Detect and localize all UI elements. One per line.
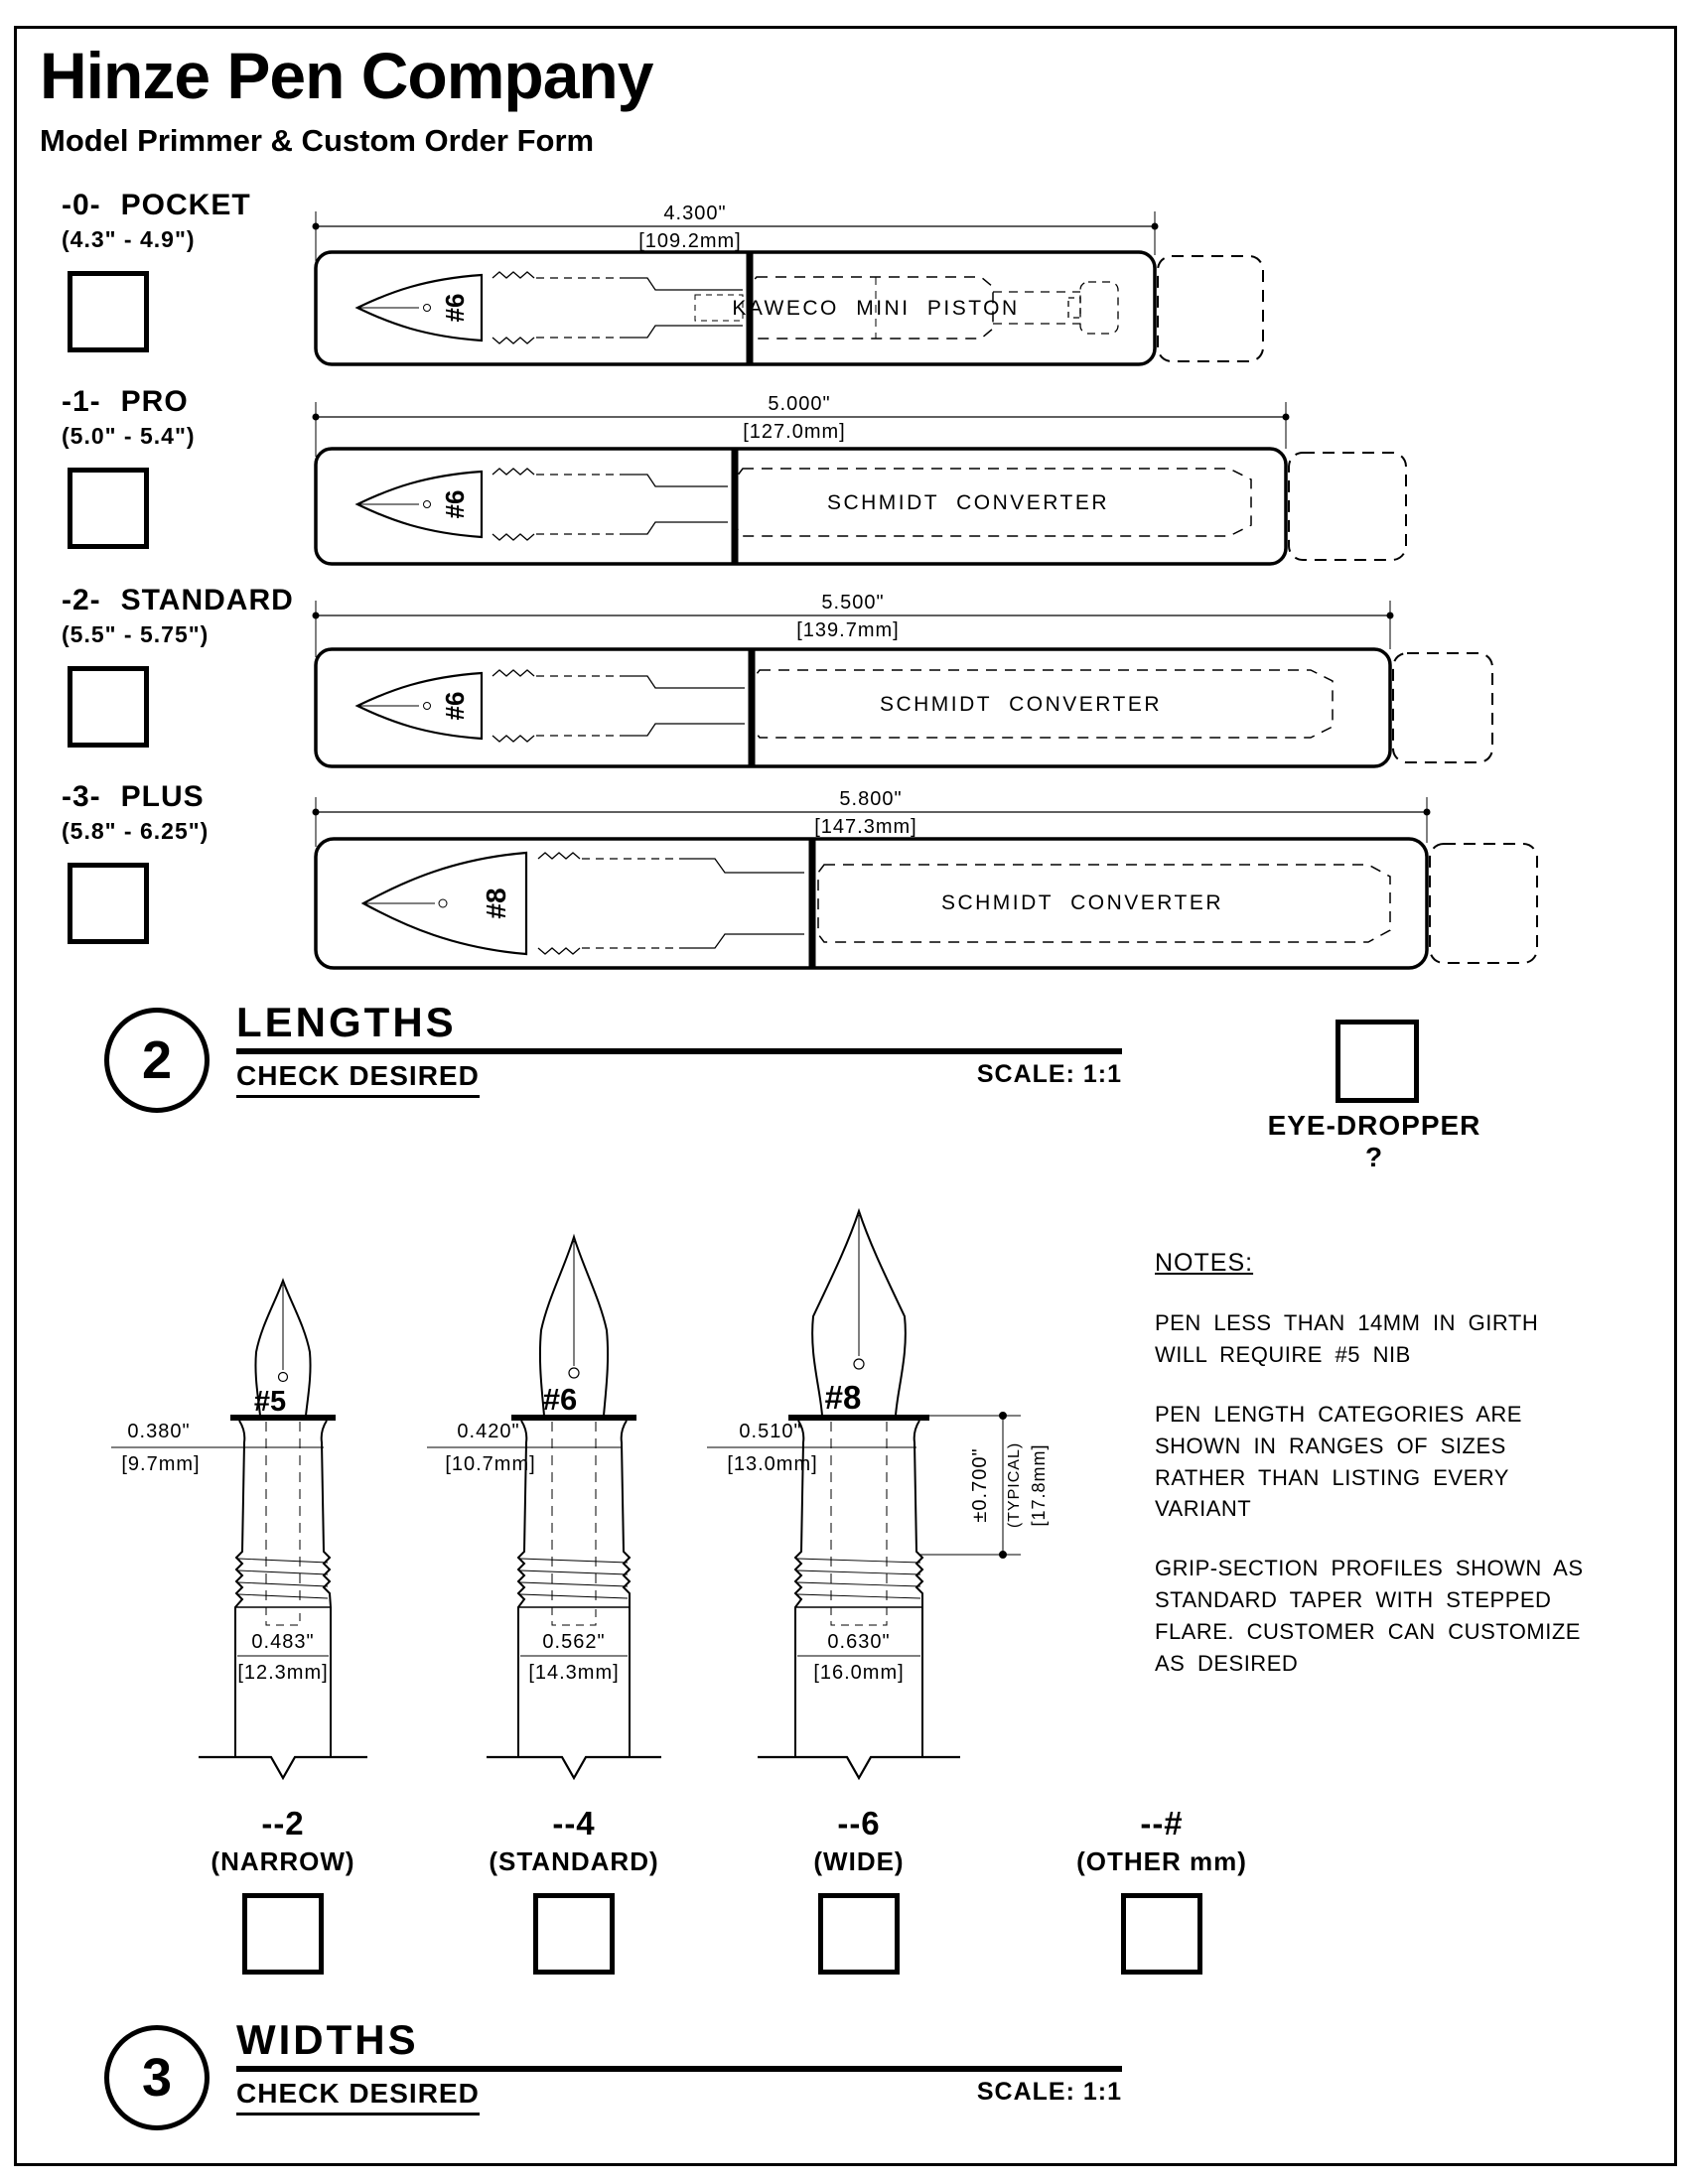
width-option-standard-code: --4 bbox=[552, 1805, 596, 1842]
nib5-bottom-in: 0.483" bbox=[251, 1631, 315, 1653]
pro-nib-size: #6 bbox=[440, 489, 470, 519]
note-item: PEN LENGTH CATEGORIES ARE SHOWN IN RANGES OF SIZES RATHER THAN LISTING EVERY VARIANT bbox=[1155, 1401, 1522, 1522]
pocket-mechanism-label: KAWECO MINI PISTON bbox=[732, 297, 1020, 320]
width-option-wide-name: (WIDE) bbox=[813, 1846, 905, 1876]
length-option-plus bbox=[62, 780, 209, 944]
pro-length-mm: [127.0mm] bbox=[743, 421, 846, 443]
length-option-pocket bbox=[62, 189, 251, 352]
pocket-length-in: 4.300" bbox=[663, 203, 727, 224]
nib6-top-mm: [10.7mm] bbox=[445, 1453, 536, 1475]
nib8-section-length-note: (TYPICAL) bbox=[1006, 1441, 1023, 1529]
pocket-length-mm: [109.2mm] bbox=[638, 230, 742, 252]
section-2-check-desired: CHECK DESIRED bbox=[236, 1060, 480, 1098]
length-option-plus-range: (5.8" - 6.25") bbox=[62, 818, 210, 844]
nib5-top-in: 0.380" bbox=[127, 1421, 191, 1442]
checkbox-eyedropper[interactable] bbox=[1336, 1020, 1419, 1103]
width-option-wide-code: --6 bbox=[837, 1805, 881, 1842]
section-3-check-desired: CHECK DESIRED bbox=[236, 2078, 480, 2116]
section-3-rule bbox=[236, 2066, 1122, 2072]
length-option-plus-label: -3- PLUS bbox=[62, 780, 205, 813]
length-option-pocket-range: (4.3" - 4.9") bbox=[62, 226, 196, 252]
width-option-other bbox=[1043, 1805, 1281, 1975]
length-option-standard bbox=[62, 584, 294, 748]
section-3-title: WIDTHS bbox=[236, 2016, 419, 2063]
section-2-rule bbox=[236, 1048, 1122, 1054]
pro-length-in: 5.000" bbox=[768, 393, 831, 415]
section-2-title: LENGTHS bbox=[236, 999, 457, 1045]
nib6-bottom-in: 0.562" bbox=[542, 1631, 606, 1653]
nib8-section-length-mm: [17.8mm] bbox=[1029, 1443, 1049, 1527]
plus-length-in: 5.800" bbox=[839, 788, 903, 810]
notes-block bbox=[1155, 1249, 1602, 1707]
plus-nib-size: #8 bbox=[481, 887, 511, 919]
pen-drawing-pocket bbox=[298, 184, 1291, 387]
width-option-other-code: --# bbox=[1140, 1805, 1184, 1842]
nib8-bottom-in: 0.630" bbox=[827, 1631, 891, 1653]
length-option-standard-label: -2- STANDARD bbox=[62, 584, 294, 616]
standard-nib-size: #6 bbox=[440, 691, 470, 721]
section-2-number: 2 bbox=[104, 1008, 210, 1113]
nib8-label: #8 bbox=[824, 1379, 862, 1416]
nib6-label: #6 bbox=[542, 1382, 578, 1417]
plus-mechanism-label: SCHMIDT CONVERTER bbox=[940, 891, 1224, 914]
company-title: Hinze Pen Company bbox=[40, 39, 653, 112]
note-item: GRIP-SECTION PROFILES SHOWN AS STANDARD TAPER WITH STEPPED FLARE. CUSTOMER CAN CUSTOMIZE AS DESIRED bbox=[1155, 1556, 1584, 1677]
checkbox-length-pro[interactable] bbox=[68, 468, 149, 549]
section-3-number: 3 bbox=[104, 2025, 210, 2130]
length-option-pro-label: -1- PRO bbox=[62, 385, 189, 418]
length-option-pocket-label: -0- POCKET bbox=[62, 189, 251, 221]
standard-mechanism-label: SCHMIDT CONVERTER bbox=[879, 693, 1163, 716]
width-option-narrow-name: (NARROW) bbox=[211, 1846, 355, 1876]
pocket-nib-size: #6 bbox=[440, 293, 470, 323]
nib5-bottom-mm: [12.3mm] bbox=[237, 1662, 329, 1684]
nib8-top-mm: [13.0mm] bbox=[727, 1453, 818, 1475]
checkbox-length-pocket[interactable] bbox=[68, 271, 149, 352]
checkbox-width-narrow[interactable] bbox=[242, 1893, 324, 1975]
pen-drawing-pro bbox=[298, 377, 1440, 576]
nib-width-drawings bbox=[99, 1181, 1092, 1802]
eyedropper-label: EYE-DROPPER ? bbox=[1267, 1110, 1481, 1172]
section-3-scale: SCALE: 1:1 bbox=[976, 2078, 1122, 2106]
width-option-standard bbox=[455, 1805, 693, 1975]
pen-drawing-standard bbox=[298, 576, 1539, 779]
pen-drawing-plus bbox=[298, 769, 1589, 983]
nib6-bottom-mm: [14.3mm] bbox=[528, 1662, 620, 1684]
plus-length-mm: [147.3mm] bbox=[814, 816, 917, 838]
nib8-section-length-in: ±0.700" bbox=[969, 1447, 991, 1523]
notes-title: NOTES: bbox=[1155, 1249, 1254, 1277]
nib8-bottom-mm: [16.0mm] bbox=[813, 1662, 905, 1684]
checkbox-length-standard[interactable] bbox=[68, 666, 149, 748]
standard-length-in: 5.500" bbox=[821, 592, 885, 614]
nib5-drawing bbox=[111, 1281, 367, 1778]
nib6-top-in: 0.420" bbox=[457, 1421, 520, 1442]
section-2-scale: SCALE: 1:1 bbox=[976, 1060, 1122, 1088]
length-option-pro-range: (5.0" - 5.4") bbox=[62, 423, 196, 449]
width-option-other-name: (OTHER mm) bbox=[1076, 1846, 1247, 1876]
checkbox-length-plus[interactable] bbox=[68, 863, 149, 944]
width-option-narrow bbox=[164, 1805, 402, 1975]
width-option-wide bbox=[740, 1805, 978, 1975]
nib8-top-in: 0.510" bbox=[739, 1421, 802, 1442]
standard-length-mm: [139.7mm] bbox=[796, 619, 900, 641]
width-option-narrow-code: --2 bbox=[261, 1805, 305, 1842]
length-option-pro bbox=[62, 385, 196, 549]
note-item: PEN LESS THAN 14MM IN GIRTH WILL REQUIRE #5 NIB bbox=[1155, 1310, 1539, 1367]
pro-mechanism-label: SCHMIDT CONVERTER bbox=[826, 491, 1110, 514]
width-option-standard-name: (STANDARD) bbox=[489, 1846, 659, 1876]
checkbox-width-other[interactable] bbox=[1121, 1893, 1202, 1975]
nib5-top-mm: [9.7mm] bbox=[121, 1453, 201, 1475]
form-subtitle: Model Primmer & Custom Order Form bbox=[40, 123, 595, 158]
checkbox-width-standard[interactable] bbox=[533, 1893, 615, 1975]
nib5-label: #5 bbox=[253, 1386, 287, 1418]
length-option-standard-range: (5.5" - 5.75") bbox=[62, 621, 210, 647]
checkbox-width-wide[interactable] bbox=[818, 1893, 900, 1975]
nib6-drawing bbox=[427, 1237, 661, 1778]
